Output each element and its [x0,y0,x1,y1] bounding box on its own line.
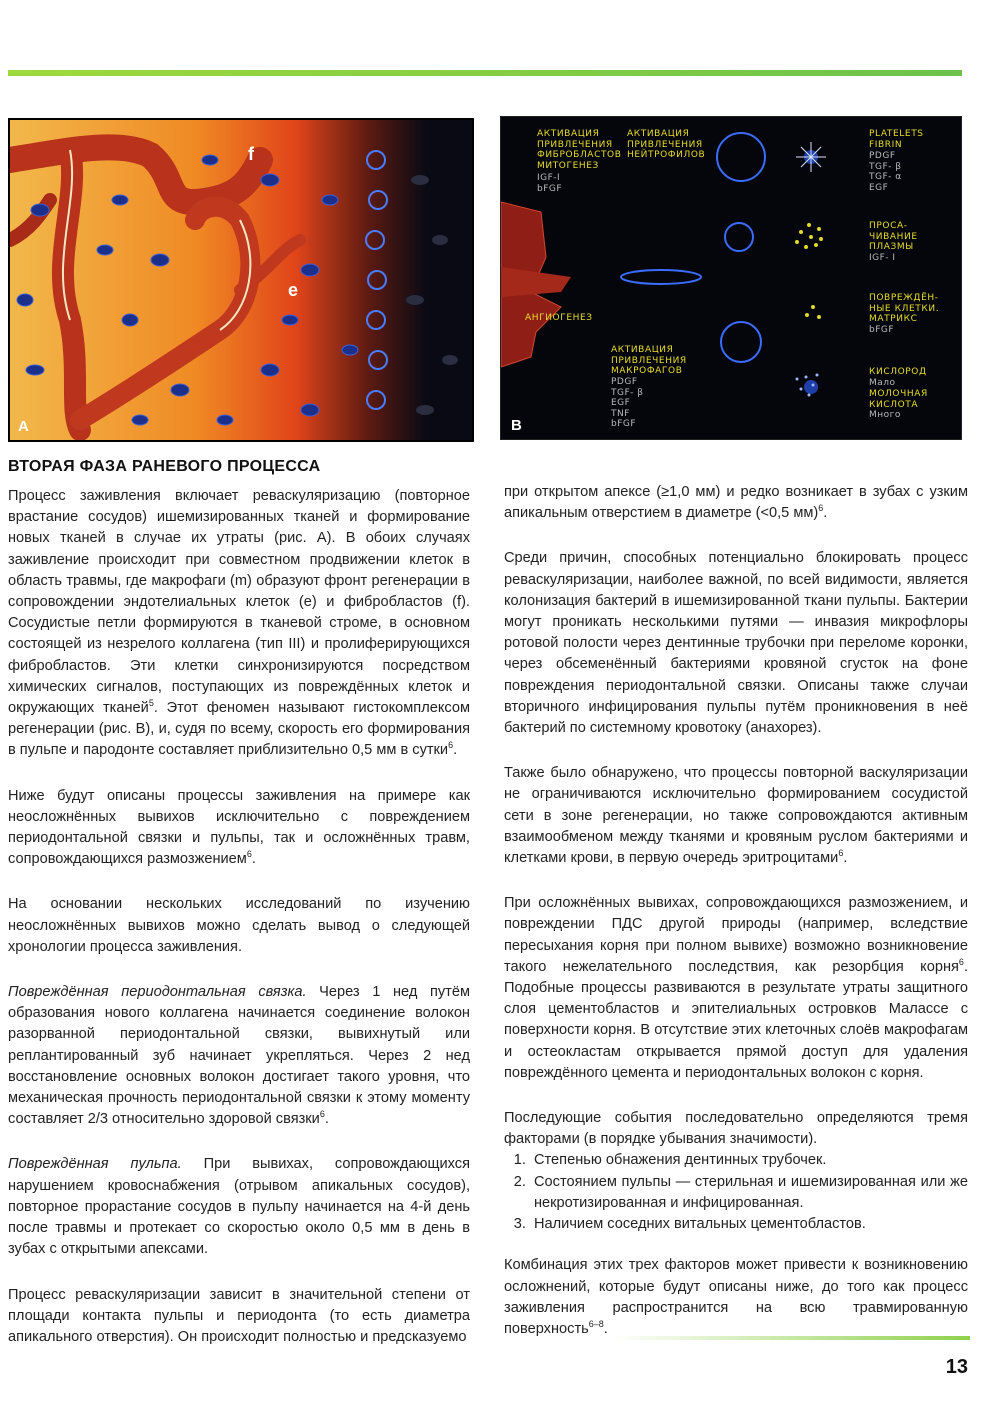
paragraph: Ниже будут описаны процессы заживления на примере как неосложнённых вывихов исключительно с повреждением периодонтальной связки и пульпы, так и осложнённых травм, сопровождающихся размозжением$^6$. [8,787,470,868]
label-lactic-level: Много [869,410,901,420]
list-item: 1. Степенью обнажения дентинных трубочек. [530,1150,968,1171]
label-macrophages: АКТИВАЦИЯ ПРИВЛЕЧЕНИЯ МАКРОФАГОВ [611,345,687,376]
paragraph: Повреждённая периодонтальная связка. Через 1 нед путём образования нового коллагена начинается соединение волокон разорванной периодонтальной связки, вывихнутый или реплантированный зуб начинает укрепляться. Через 2 нед восстановление основных волокон достигает такого уровня, что механическая прочность периодонтальной связки к этому моменту составляет 2/3 относительно здоровой связки$^6$. [8,984,471,1128]
right-column [504,482,968,1340]
label-fibroblasts-factors: IGF-I bFGF [537,173,563,194]
page-number: 13 [945,1356,968,1378]
factor-list [504,1150,968,1235]
paragraph: При осложнённых вывихах, сопровождающихся размозжением, и повреждении ПДС другой природы (например, вследствие пересыхания корня при полном вывихе) возможно возникновение такого нежелательного последствия, как резорбция корня$^6$. Подобные процессы развиваются в результате утраты защитного слоя цементобластов и эпителиальных островков Малассе с поверхности корня. В отсутствие этих клеточных слоёв макрофагам и остеокластам открывается прямой доступ для удаления повреждённого цемента и периодонтальных волокон с корня. [504,895,968,1081]
paragraph: Также было обнаружено, что процессы повторной васкуляризации не ограничиваются исключительно формированием сосудистой сети в зоне регенерации, но также сопровождаются активным взаимообменом между тканями и кровяным руслом бактериями и клетками крови, в первую очередь эритроцитами$^6$. [504,765,968,867]
label-neutrophils: АКТИВАЦИЯ ПРИВЛЕЧЕНИЯ НЕЙТРОФИЛОВ [627,129,706,160]
paragraph: Процесс реваскуляризации зависит в значительной степени от площади контакта пульпы и периодонта (то есть диаметра апикального отверстия). Он происходит полностью и предсказуемо [8,1286,470,1345]
label-lactic-acid: МОЛОЧНАЯ КИСЛОТА [869,389,928,410]
figure-a-panel-label: A [18,418,29,435]
top-accent-bar [8,70,962,76]
paragraph: Повреждённая пульпа. При вывихах, сопровождающихся нарушением кровоснабжения (отрывом апикальных сосудов), повторное прорастание сосудов в пульпу начинается на 4-й день после травмы и протекает со скоростью около 0,5 мм в день в зубах с открытыми апексами. [8,1156,470,1258]
label-f: f [248,144,254,164]
paragraph: Среди причин, способных потенциально блокировать процесс реваскуляризации, наиболее важной, по всей видимости, является колонизация бактерий в ишемизированной ткани пульпы. Бактерии могут проникать несколькими путями — инвазия микрофлоры ротовой полости через дентинные трубочки при переломе коронки, через обсеменённый бактериями кровяной сгусток на фоне повреждения периодонтальной связки. Описаны также случаи вторичного инфицирования пульпы путём проникновения в неё бактерий по системному кровотоку (анахорез). [504,550,968,737]
left-column [8,486,470,1348]
figure-a-illustration [10,120,472,440]
bottom-accent-bar [612,1336,970,1340]
label-damaged-factors: bFGF [869,325,895,335]
label-e: e [288,280,299,300]
paragraph: Последующие события последовательно определяются тремя факторами (в порядке убывания значимости). [504,1110,968,1148]
paragraph: Процесс заживления включает реваскуляризацию (повторное врастание сосудов) ишемизированных тканей и формирование новых тканей в случае их утраты (рис. А). В обоих случаях заживление происходит при совместном продвижении клеток в область травмы, где макрофаги (m) образуют фронт регенерации в сопровождении эндотелиальных клеток (e) и фибробластов (f). Сосудистые петли формируются в тканевой строме, в основном состоящей из незрелого коллагена (тип III) и пролиферирующихся фибробластов. Эти клетки синхронизируются посредством химических сигналов, поступающих из повреждённых клеток и окружающих тканей$^5$. Этот феномен называют гистокомплексом регенерации (рис. В), и, судя по всему, скорость его формирования в пульпе и пародонте составляет приблизительно 0,5 мм в сутки$^6$. [8,488,470,759]
figure-a [8,118,474,442]
label-platelets-factors: PDGF TGF- β TGF- α EGF [869,151,902,193]
label-oxygen: КИСЛОРОД [869,367,927,377]
paragraph: На основании нескольких исследований по изучению неосложнённых вывихов можно сделать вывод о следующей хронологии процесса заживления. [8,896,470,955]
label-fibroblasts: АКТИВАЦИЯ ПРИВЛЕЧЕНИЯ ФИБРОБЛАСТОВ МИТОГЕНЕЗ [537,129,622,171]
paragraph: при открытом апексе (≥1,0 мм) и редко возникает в зубах с узким апикальным отверстием в диаметре (<0,5 мм)$^6$. [504,484,968,522]
list-item: 2. Состоянием пульпы — стерильная и ишемизированная или же некротизированная и инфицированная. [530,1172,968,1214]
figure-b [500,116,962,440]
label-plasma: ПРОСА- ЧИВАНИЕ ПЛАЗМЫ [869,221,918,252]
label-plasma-factors: IGF- I [869,253,896,263]
paragraph: Комбинация этих трех факторов может привести к возникновению осложнений, которые будут описаны ниже, до того как процесс заживления распространится на всю травмированную поверхность$^{6-8}$. [504,1257,968,1337]
figure-b-panel-label: B [511,417,522,434]
label-oxygen-level: Мало [869,378,896,388]
label-platelets: PLATELETS FIBRIN [869,129,924,150]
label-damaged-cells: ПОВРЕЖДЁН- НЫЕ КЛЕТКИ. МАТРИКС [869,293,940,324]
section-heading: ВТОРАЯ ФАЗА РАНЕВОГО ПРОЦЕССА [8,458,321,475]
list-item: 3. Наличием соседних витальных цементобластов. [530,1214,968,1235]
label-angiogenesis: АНГИОГЕНЕЗ [525,313,593,323]
label-macrophages-factors: PDGF TGF- β EGF TNF bFGF [611,377,644,429]
